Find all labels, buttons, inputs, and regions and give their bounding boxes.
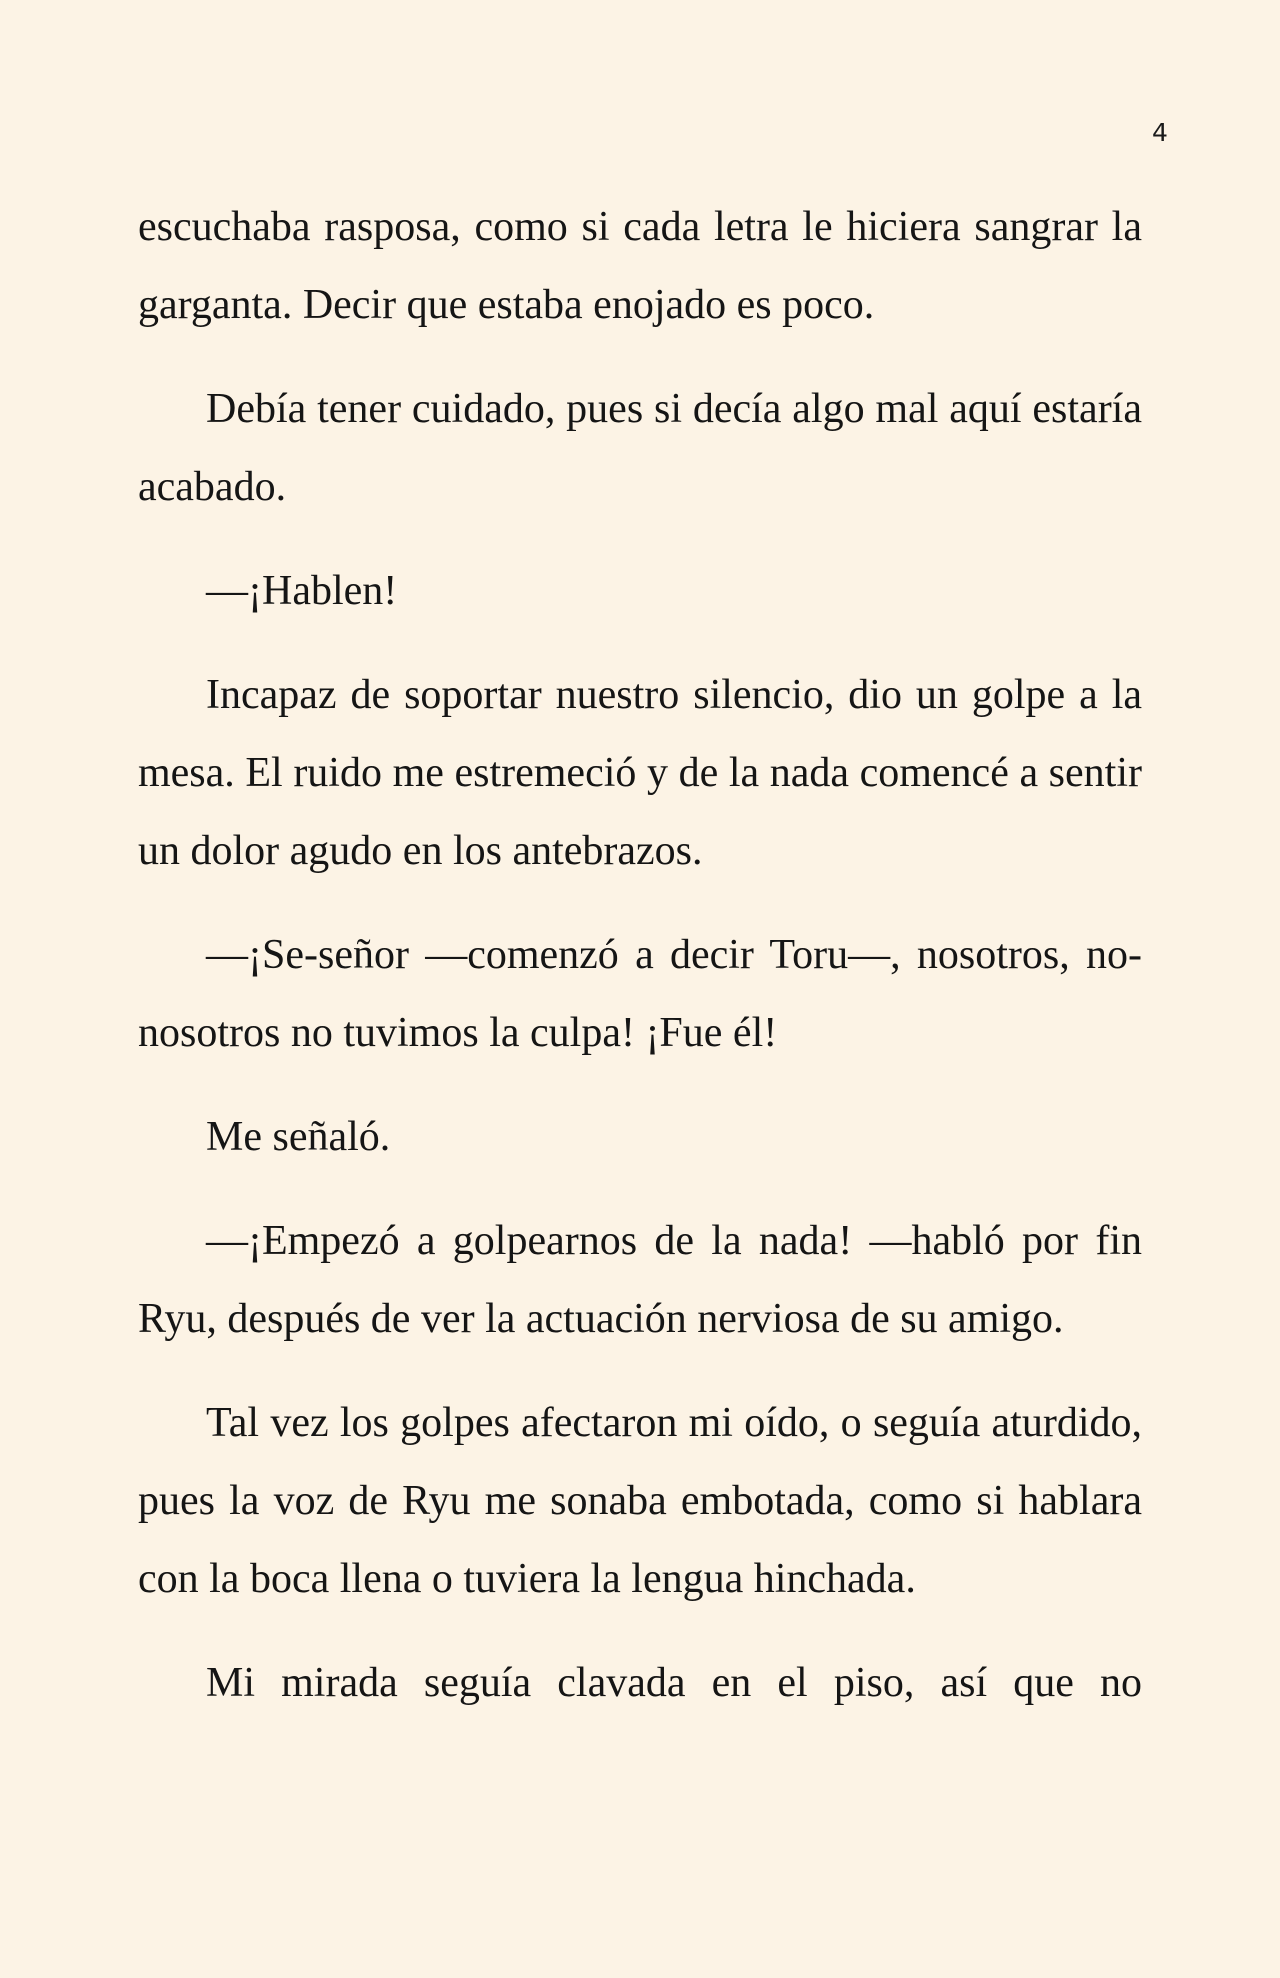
paragraph-9: Mi mirada seguía clavada en el piso, así que no [206, 1660, 1142, 1706]
paragraph-7: —¡Empezó a golpearnos de la nada! —habló por fin Ryu, después de ver la actuación nerviosa de su amigo. [138, 1218, 1142, 1342]
paragraph-8: Tal vez los golpes afectaron mi oído, o seguía aturdido, pues la voz de Ryu me sonaba embotada, como si hablara con la boca llena o tuviera la lengua hinchada. [138, 1400, 1142, 1602]
paragraph-6: Me señaló. [206, 1114, 391, 1160]
paragraph-4: Incapaz de soportar nuestro silencio, dio un golpe a la mesa. El ruido me estremeció y de la nada comencé a sentir un dolor agudo en los antebrazos. [138, 672, 1142, 874]
page-number: 4 [1152, 118, 1168, 147]
paragraph-2: Debía tener cuidado, pues si decía algo mal aquí estaría acabado. [138, 386, 1142, 510]
paragraph-5: —¡Se-señor —comenzó a decir Toru—, nosotros, no-nosotros no tuvimos la culpa! ¡Fue él! [138, 932, 1142, 1056]
page-body [138, 188, 1142, 1748]
paragraph-3: —¡Hablen! [206, 568, 398, 614]
paragraph-1: escuchaba rasposa, como si cada letra le hiciera sangrar la garganta. Decir que estaba enojado es poco. [138, 204, 1142, 328]
